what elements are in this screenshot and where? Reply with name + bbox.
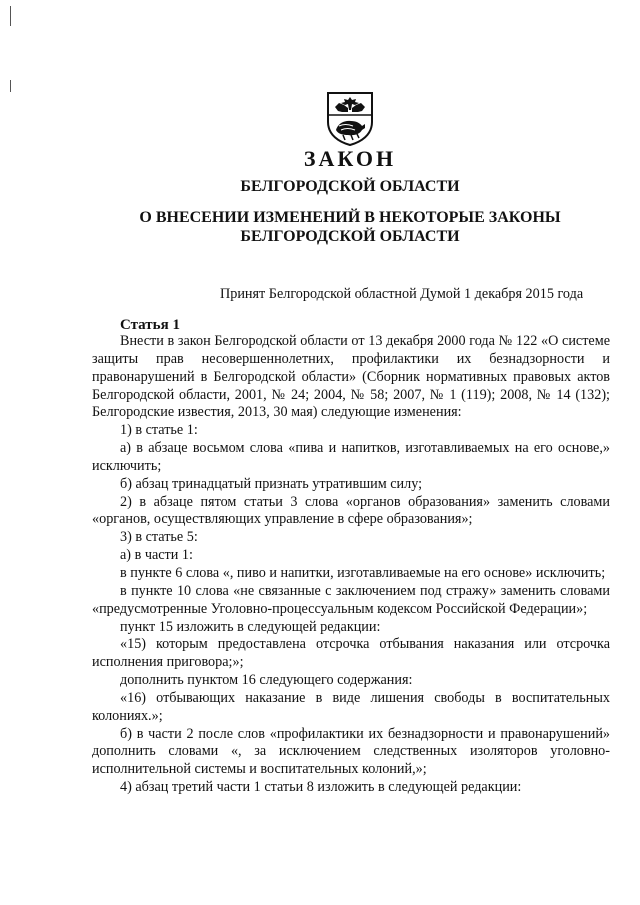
law-subject-line-1: О ВНЕСЕНИИ ИЗМЕНЕНИЙ В НЕКОТОРЫЕ ЗАКОНЫ bbox=[139, 209, 561, 226]
scan-edge-mark bbox=[10, 80, 11, 92]
article-body bbox=[92, 333, 610, 797]
adoption-line: Принят Белгородской областной Думой 1 декабря 2015 года bbox=[220, 286, 584, 302]
article-heading: Статья 1 bbox=[120, 317, 180, 333]
article-paragraph: а) в абзаце восьмом слова «пива и напитков, изготавливаемых на его основе,» исключить; bbox=[92, 440, 610, 474]
article-paragraph: в пункте 10 слова «не связанные с заключением под стражу» заменить словами «предусмотренные Уголовно-процессуальным кодексом Российской Федерации»; bbox=[92, 582, 610, 617]
law-subject-line-2: БЕЛГОРОДСКОЙ ОБЛАСТИ bbox=[240, 228, 460, 245]
article-paragraph: б) абзац тринадцатый признать утратившим силу; bbox=[120, 475, 423, 492]
article-paragraph: б) в части 2 после слов «профилактики их безнадзорности и правонарушений» дополнить словами «, за исключением следственных изоляторов уголовно-исполнительной системы и воспитательных колоний,»; bbox=[92, 725, 610, 778]
article-paragraph: «15) которым предоставлена отсрочка отбывания наказания или отсрочка исполнения приговора;»; bbox=[92, 636, 610, 671]
belgorod-coat-of-arms-icon bbox=[325, 90, 375, 146]
article-paragraph: 2) в абзаце пятом статьи 3 слова «органов образования» заменить словами «органов, осуществляющих управление в сфере образования»; bbox=[92, 493, 610, 528]
scan-edge-mark bbox=[10, 6, 11, 26]
article-paragraph: а) в части 1: bbox=[120, 547, 193, 564]
article-paragraph: 4) абзац третий части 1 статьи 8 изложить в следующей редакции: bbox=[120, 779, 522, 796]
article-paragraph: 1) в статье 1: bbox=[120, 422, 198, 439]
law-title: ЗАКОН bbox=[303, 146, 397, 171]
article-paragraph: пункт 15 изложить в следующей редакции: bbox=[120, 618, 381, 635]
article-paragraph: в пункте 6 слова «, пиво и напитки, изготавливаемые на его основе» исключить; bbox=[120, 564, 606, 581]
article-paragraph: «16) отбывающих наказание в виде лишения свободы в воспитательных колониях.»; bbox=[92, 689, 610, 724]
article-paragraph: дополнить пунктом 16 следующего содержания: bbox=[120, 672, 413, 689]
article-paragraph: 3) в статье 5: bbox=[120, 529, 198, 546]
article-paragraph: Внести в закон Белгородской области от 13 декабря 2000 года № 122 «О системе защиты прав несовершеннолетних, профилактики их безнадзорности и правонарушений в Белгородской области» (Сборник нормативных правовых актов Белгородской области, 2001, № 24; 2004, № 58; 2007, № 1 (119); 2008, № 14 (132); Белгородские известия, 2013, 30 мая) следующие изменения: bbox=[92, 333, 610, 421]
region-name: БЕЛГОРОДСКОЙ ОБЛАСТИ bbox=[240, 178, 460, 195]
